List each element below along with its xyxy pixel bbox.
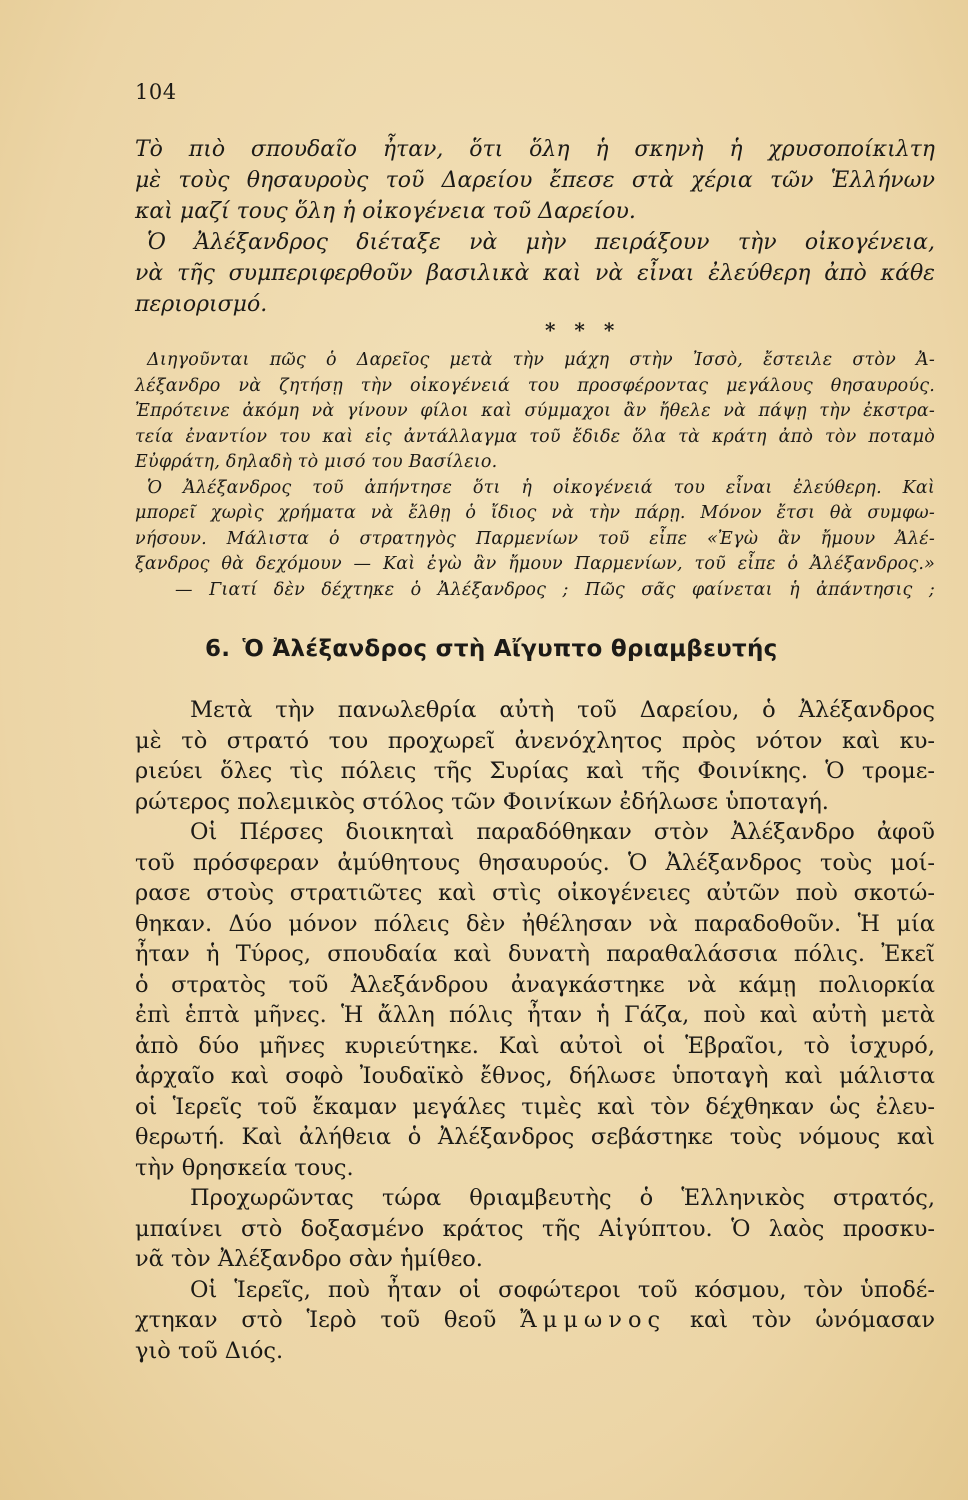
text-line: μὲ τὸ στρατό του προχωρεῖ ἀνενόχλητος πρὸς νότον καὶ κυ-	[135, 727, 935, 754]
text-line: μπορεῖ χωρὶς χρήματα νὰ ἔλθῃ ὁ ἴδιος νὰ τὴν πάρῃ. Μόνον ἔτσι θὰ συμφω-	[135, 503, 935, 523]
section-title: Ὁ Ἀλέξανδρος στὴ Αἴγυπτο θριαμβευτής	[242, 636, 778, 662]
text-line: ὁ στρατὸς τοῦ Ἀλεξάνδρου ἀναγκάστηκε νὰ κάμῃ πολιορκία	[135, 971, 935, 998]
text-line: ἀπὸ δύο μῆνες κυριεύτηκε. Καὶ αὐτοὶ οἱ Ἑβραῖοι, τὸ ἰσχυρό,	[135, 1032, 935, 1059]
text-line: νᾶ τὸν Ἀλέξανδρο σὰν ἡμίθεο.	[135, 1246, 483, 1272]
paragraph-3	[135, 695, 935, 1366]
text-line: ρώτερος πολεμικὸς στόλος τῶν Φοινίκων ἐδήλωσε ὑποταγή.	[135, 788, 829, 815]
text-fragment: καὶ τὸν ὠνόμασαν	[689, 1307, 936, 1333]
text-line: ἐπὶ ἑπτὰ μῆνες. Ἡ ἄλλη πόλις ἦταν ἡ Γάζα, ποὺ καὶ αὐτὴ μετὰ	[135, 1002, 935, 1028]
text-line: Ὁ Ἀλέξανδρος τοῦ ἀπήντησε ὅτι ἡ οἰκογένειά του εἶναι ἐλεύθερη. Καὶ	[147, 477, 935, 498]
text-line: μὲ τοὺς θησαυροὺς τοῦ Δαρείου ἔπεσε στὰ χέρια τῶν Ἑλλήνων	[135, 168, 935, 193]
text-line: ριεύει ὅλες τὶς πόλεις τῆς Συρίας καὶ τῆς Φοινίκης. Ὁ τρομε-	[135, 758, 935, 784]
text-line: καὶ μαζί τους ὅλη ἡ οἰκογένεια τοῦ Δαρείου.	[135, 199, 636, 224]
paragraph-1	[135, 134, 935, 320]
text-line: τεία ἐναντίον του καὶ εἰς ἀντάλλαγμα τοῦ ἔδιδε ὅλα τὰ κράτη ἀπὸ τὸν ποταμὸ	[135, 426, 935, 447]
text-line: νήσουν. Μάλιστα ὁ στρατηγὸς Παρμενίων τοῦ εἶπε «Ἐγὼ ἂν ἤμουν Ἀλέ-	[135, 528, 935, 549]
text-line: — Γιατί δὲν δέχτηκε ὁ Ἀλέξανδρος ; Πῶς σᾶς φαίνεται ἡ ἀπάντησις ;	[175, 579, 935, 600]
text-fragment: χτηκαν στὸ Ἱερὸ τοῦ θεοῦ	[135, 1307, 497, 1333]
text-line: νὰ τῆς συμπεριφερθοῦν βασιλικὰ καὶ νὰ εἶναι ἐλεύθερη ἀπὸ κάθε	[135, 261, 935, 286]
text-line: γιὸ τοῦ Διός.	[135, 1337, 284, 1364]
text-line: Οἱ Πέρσες διοικηταὶ παραδόθηκαν στὸν Ἀλέξανδρο ἀφοῦ	[190, 819, 935, 845]
section-heading	[205, 636, 778, 662]
text-line: Ἐπρότεινε ἀκόμη νὰ γίνουν φίλοι καὶ σύμμαχοι ἂν ἤθελε νὰ πάψῃ τὴν ἐκστρα-	[135, 401, 935, 421]
section-number: 6.	[205, 636, 231, 662]
text-line: Προχωρῶντας τώρα θριαμβευτὴς ὁ Ἑλληνικὸς στρατός,	[190, 1185, 935, 1211]
page-number: 104	[135, 80, 177, 104]
text-line: Τὸ πιὸ σπουδαῖο ἦταν, ὅτι ὅλη ἡ σκηνὴ ἡ χρυσοποίκιλτη	[135, 137, 935, 162]
text-line: Εὐφράτη, δηλαδὴ τὸ μισό του Βασίλειο.	[135, 452, 498, 472]
paragraph-2	[135, 348, 935, 603]
text-line: Ὁ Ἀλέξανδρος διέταξε νὰ μὴν πειράξουν τὴν οἰκογένεια,	[147, 230, 935, 255]
text-line: Διηγοῦνται πῶς ὁ Δαρεῖος μετὰ τὴν μάχη στὴν Ἰσσὸ, ἔστειλε στὸν Ἀ-	[147, 350, 935, 370]
section-separator-stars: * * *	[545, 318, 621, 342]
text-line: τὴν θρησκεία τους.	[135, 1154, 354, 1181]
text-line: λέξανδρο νὰ ζητήσῃ τὴν οἰκογένειά του προσφέροντας μεγάλους θησαυρούς.	[135, 375, 935, 396]
text-line: ἦταν ἡ Τύρος, σπουδαία καὶ δυνατὴ παραθαλάσσια πόλις. Ἐκεῖ	[135, 941, 935, 967]
text-line	[135, 1305, 935, 1336]
text-line: Οἱ Ἱερεῖς, ποὺ ἦταν οἱ σοφώτεροι τοῦ κόσμου, τὸν ὑποδέ-	[190, 1276, 935, 1303]
text-line: περιορισμό.	[135, 292, 268, 317]
text-line: μπαίνει στὸ δοξασμένο κράτος τῆς Αἰγύπτου. Ὁ λαὸς προσκυ-	[135, 1215, 935, 1242]
text-line: θερωτή. Καὶ ἀλήθεια ὁ Ἀλέξανδρος σεβάστηκε τοὺς νόμους καὶ	[135, 1124, 935, 1150]
text-line: ξανδρος θὰ δεχόμουν — Καὶ ἐγὼ ἂν ἤμουν Παρμενίων, τοῦ εἶπε ὁ Ἀλέξανδρος.»	[135, 554, 935, 574]
text-line: ρασε στοὺς στρατιῶτες καὶ στὶς οἰκογένειες αὐτῶν ποὺ σκοτώ-	[135, 880, 935, 906]
text-line: οἱ Ἱερεῖς τοῦ ἔκαμαν μεγάλες τιμὲς καὶ τὸν δέχθηκαν ὡς ἐλευ-	[135, 1093, 935, 1120]
text-line: τοῦ πρόσφεραν ἀμύθητους θησαυρούς. Ὁ Ἀλέξανδρος τοὺς μοί-	[135, 849, 935, 876]
god-name: Ἄμμωνος	[520, 1307, 667, 1333]
text-line: θηκαν. Δύο μόνον πόλεις δὲν ἠθέλησαν νὰ παραδοθοῦν. Ἡ μία	[135, 910, 935, 937]
text-line: ἀρχαῖο καὶ σοφὸ Ἰουδαϊκὸ ἔθνος, δήλωσε ὑποταγὴ καὶ μάλιστα	[135, 1063, 935, 1089]
text-line: Μετὰ τὴν πανωλεθρία αὐτὴ τοῦ Δαρείου, ὁ Ἀλέξανδρος	[190, 697, 935, 723]
